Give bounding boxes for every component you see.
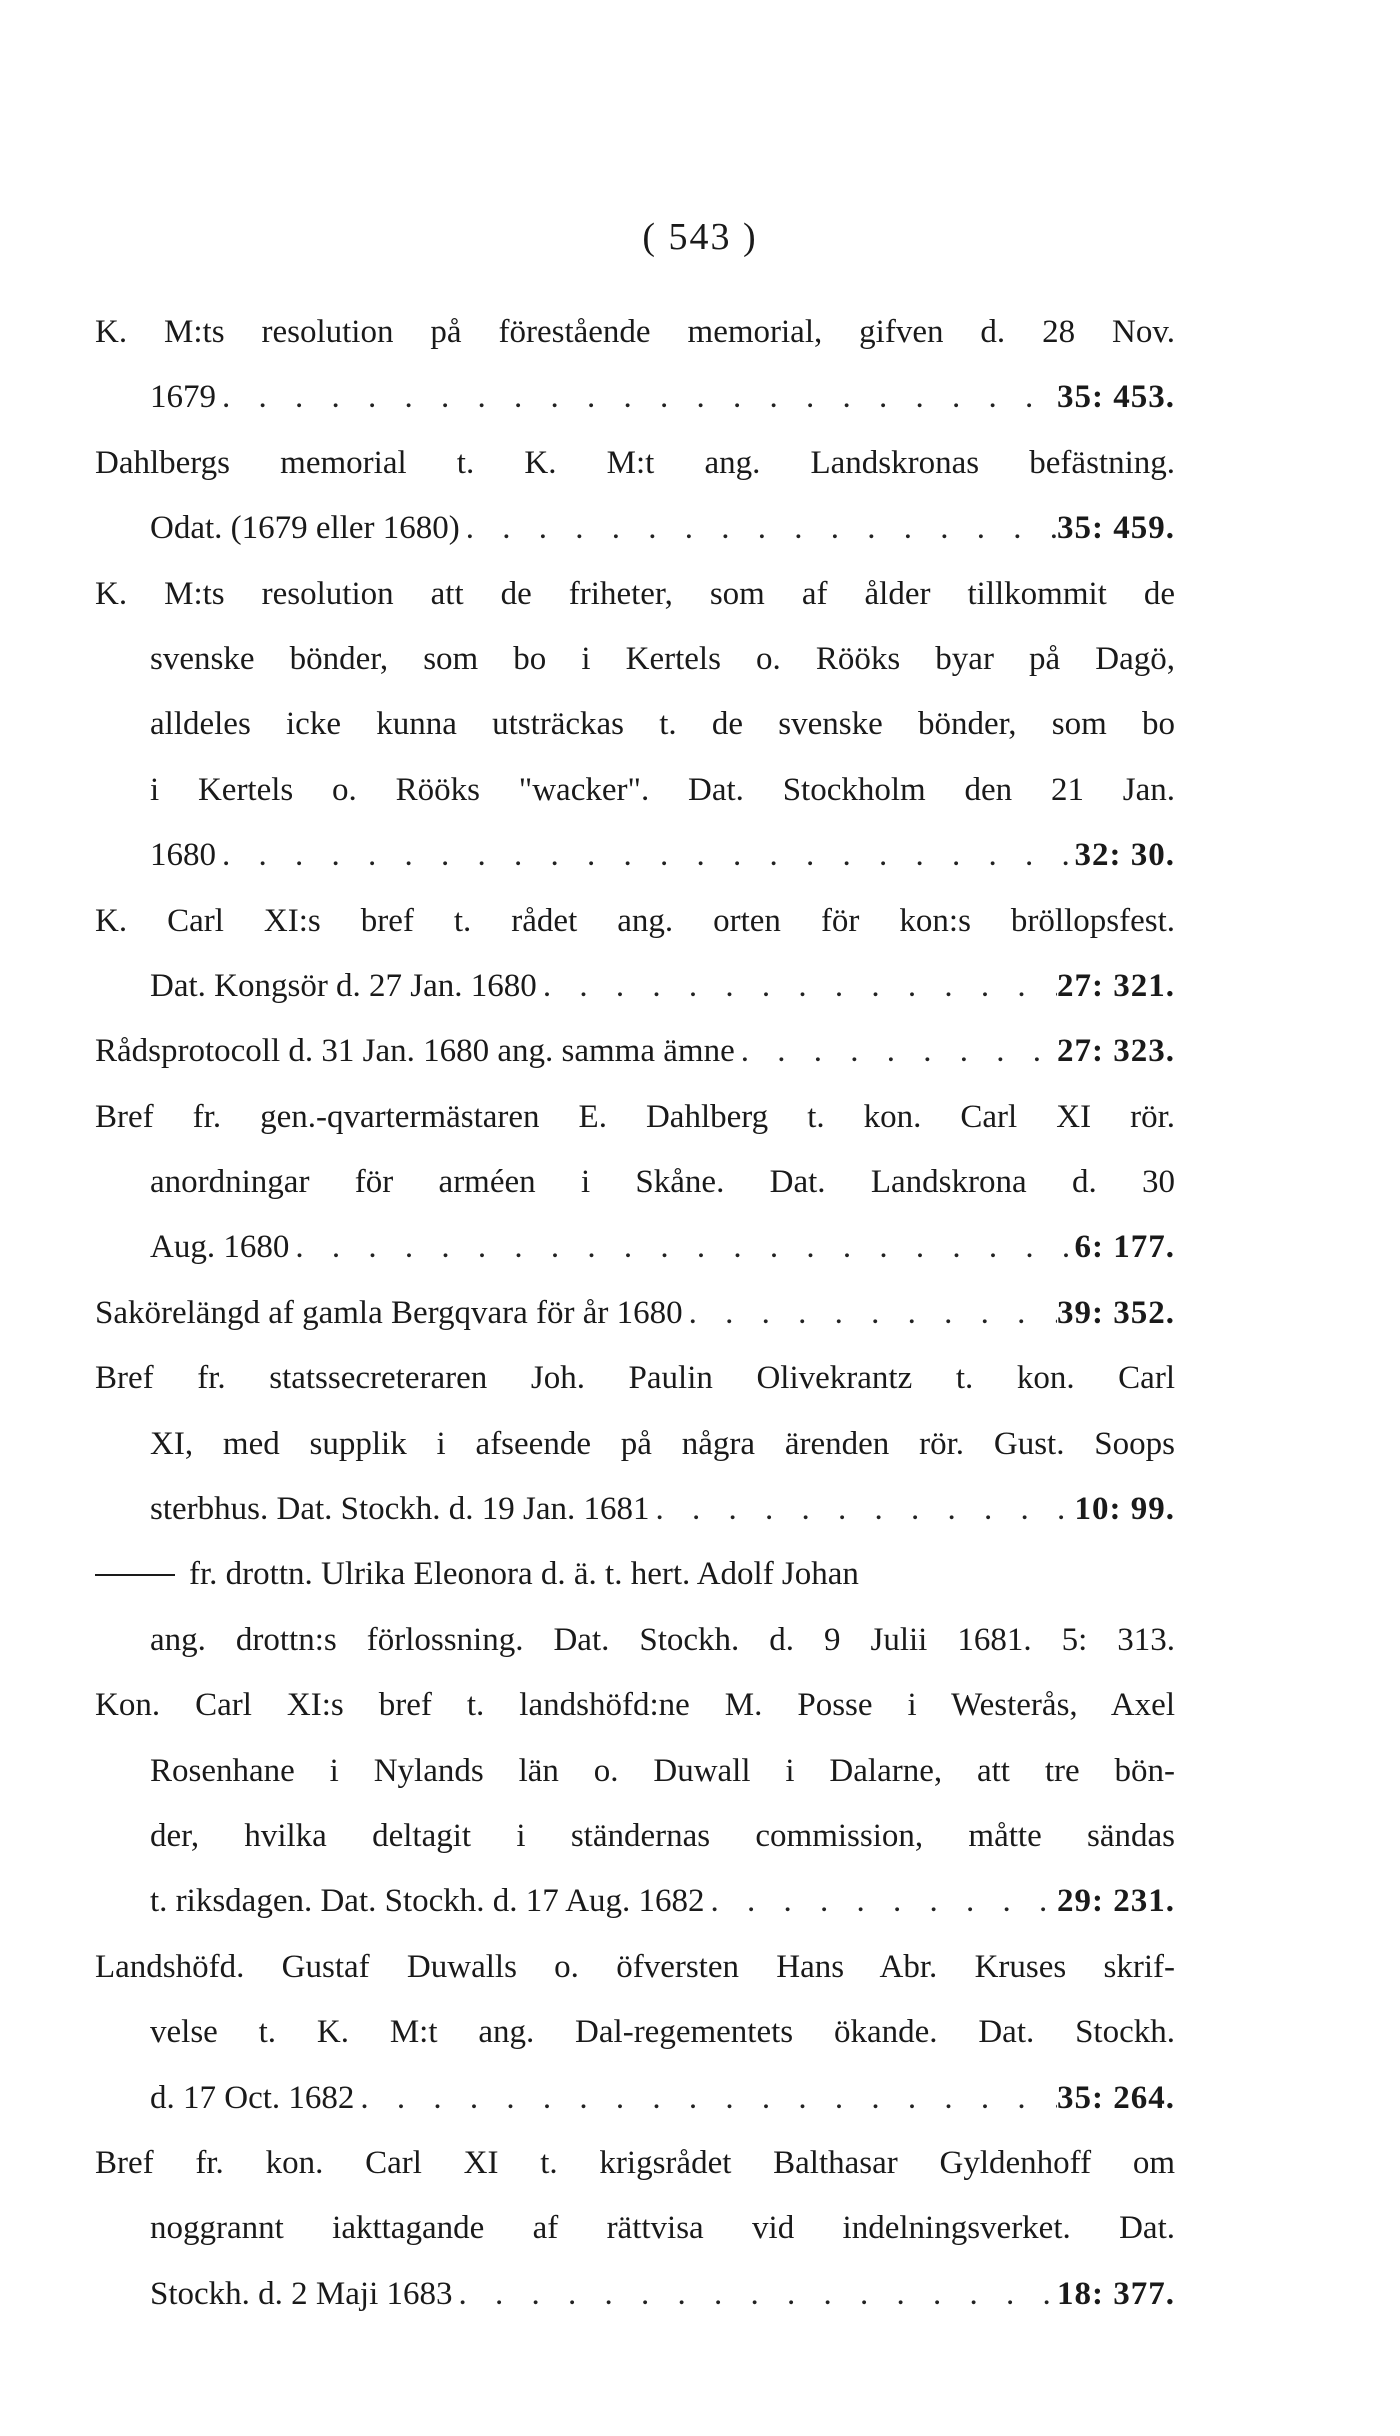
index-line [95,1869,1175,1934]
volume-page-reference: 10: 99. [1074,1491,1175,1528]
index-line [95,365,1175,430]
volume-page-reference: 27: 323. [1057,1033,1175,1070]
index-line [95,1739,1175,1804]
line-text: Odat. (1679 eller 1680) [150,510,460,547]
index-line [95,1673,1175,1738]
volume-page-reference: 32: 30. [1074,837,1175,874]
index-line [95,2262,1175,2327]
index-line [95,2066,1175,2131]
ditto-dash [95,1574,175,1576]
line-text: Dat. Kongsör d. 27 Jan. 1680 [150,967,537,1004]
line-text: i Kertels o. Rööks "wacker". Dat. Stockholm den 21 Jan. [150,771,1175,808]
index-line [95,300,1175,365]
line-text: K. M:ts resolution på förestående memorial, gifven d. 28 Nov. [95,314,1175,350]
line-text: d. 17 Oct. 1682 [150,2079,355,2116]
volume-page-reference: 18: 377. [1057,2275,1175,2312]
dot-leader [705,1869,1057,1934]
index-line [95,1215,1175,1280]
dot-leader [650,1477,1075,1542]
index-entries [95,300,1175,2327]
index-line [95,1412,1175,1477]
index-line [95,1477,1175,1542]
index-line [95,954,1175,1019]
line-text: Kon. Carl XI:s bref t. landshöfd:ne M. Posse i Westerås, Axel [95,1687,1175,1724]
volume-page-reference: 35: 453. [1057,379,1175,416]
index-line [95,2196,1175,2261]
index-line [95,692,1175,757]
line-text: Bref fr. statssecreteraren Joh. Paulin Olivekrantz t. kon. Carl [95,1360,1175,1397]
index-line [95,496,1175,561]
line-text: Stockh. d. 2 Maji 1683 [150,2275,453,2312]
index-line [95,1542,1175,1607]
line-text: ang. drottn:s förlossning. Dat. Stockh. d. 9 Julii 1681. 5: 313. [150,1621,1175,1658]
page-number: ( 543 ) [642,216,758,258]
line-text: anordningar för arméen i Skåne. Dat. Landskrona d. 30 [150,1164,1175,1201]
index-line [95,1085,1175,1150]
line-text: noggrannt iakttagande af rättvisa vid indelningsverket. Dat. [150,2210,1175,2247]
line-text: sterbhus. Dat. Stockh. d. 19 Jan. 1681 [150,1491,650,1528]
index-line [95,2131,1175,2196]
index-line [95,1150,1175,1215]
index-line [95,431,1175,496]
index-line [95,1935,1175,2000]
index-line [95,823,1175,888]
line-text: Bref fr. kon. Carl XI t. krigsrådet Balthasar Gyldenhoff om [95,2144,1175,2181]
dot-leader [354,2066,1057,2131]
line-text: svenske bönder, som bo i Kertels o. Rööks byar på Dagö, [150,640,1175,677]
line-text: velse t. K. M:t ang. Dal-regementets ökande. Dat. Stockh. [150,2014,1175,2051]
index-line [95,1804,1175,1869]
volume-page-reference: 29: 231. [1057,1883,1175,1920]
index-line [95,562,1175,627]
dot-leader [460,496,1057,561]
line-text: XI, med supplik i afseende på några ärenden rör. Gust. Soops [150,1425,1175,1462]
dot-leader [216,823,1075,888]
line-text: t. riksdagen. Dat. Stockh. d. 17 Aug. 1682 [150,1883,705,1920]
index-line [95,1608,1175,1673]
line-text: 1680 [150,837,216,874]
line-text: Landshöfd. Gustaf Duwalls o. öfversten Hans Abr. Kruses skrif- [95,1948,1175,1985]
line-text: Bref fr. gen.-qvartermästaren E. Dahlberg t. kon. Carl XI rör. [95,1098,1175,1135]
line-text: alldeles icke kunna utsträckas t. de svenske bönder, som bo [150,706,1175,743]
dot-leader [683,1281,1057,1346]
dot-leader [453,2262,1058,2327]
line-text: Sakörelängd af gamla Bergqvara för år 1680 [95,1294,683,1331]
index-line [95,1281,1175,1346]
volume-page-reference: 39: 352. [1057,1294,1175,1331]
volume-page-reference: 35: 459. [1057,510,1175,547]
line-text: Dahlbergs memorial t. K. M:t ang. Landskronas befästning. [95,444,1175,481]
index-line [95,758,1175,823]
dot-leader [735,1019,1057,1084]
index-line [95,889,1175,954]
index-line [95,1019,1175,1084]
line-text: Rosenhane i Nylands län o. Duwall i Dalarne, att tre bön- [150,1752,1175,1789]
line-text: 1679 [150,379,216,416]
line-text: fr. drottn. Ulrika Eleonora d. ä. t. hert. Adolf Johan [189,1556,859,1593]
line-text: K. M:ts resolution att de friheter, som af ålder tillkommit de [95,575,1175,612]
line-text: der, hvilka deltagit i ständernas commission, måtte sändas [150,1817,1175,1854]
line-text: K. Carl XI:s bref t. rådet ang. orten för kon:s bröllopsfest. [95,902,1175,939]
line-text: Aug. 1680 [150,1229,290,1266]
index-line [95,2000,1175,2065]
line-text: Rådsprotocoll d. 31 Jan. 1680 ang. samma ämne [95,1033,735,1070]
index-line [95,627,1175,692]
dot-leader [216,365,1057,430]
dot-leader [537,954,1057,1019]
volume-page-reference: 27: 321. [1057,967,1175,1004]
index-line [95,1346,1175,1411]
volume-page-reference: 35: 264. [1057,2079,1175,2116]
volume-page-reference: 6: 177. [1074,1229,1175,1266]
dot-leader [289,1215,1074,1280]
